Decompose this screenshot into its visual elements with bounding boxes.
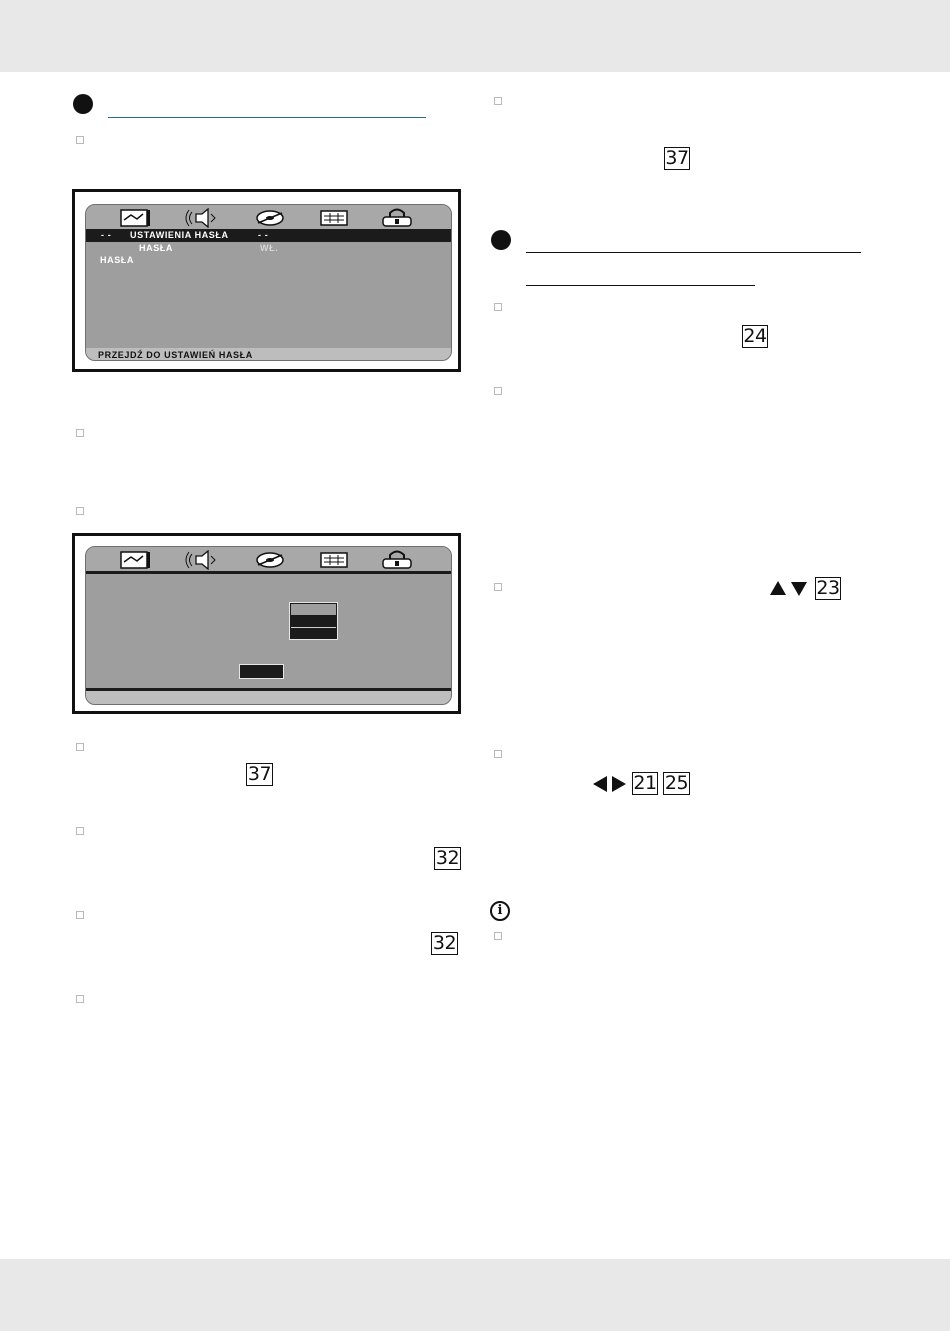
reference-number: 25 [664,772,689,794]
password-field-row[interactable] [291,604,336,615]
list-bullet [76,911,84,919]
list-bullet [76,507,84,515]
list-bullet [494,750,502,758]
osd-menu-icons [86,547,451,571]
list-bullet [76,429,84,437]
arrow-down-icon [791,582,807,596]
reference-number: 32 [432,932,457,954]
list-bullet [494,583,502,591]
list-bullet [494,387,502,395]
osd-panel [85,204,452,361]
tv-icon [119,550,151,570]
disc-icon [254,550,286,570]
section-marker-icon [73,94,93,114]
page-header-band [0,0,950,72]
password-field-divider [291,627,336,628]
speaker-icon [184,208,218,228]
confirm-button[interactable] [239,664,284,679]
osd-panel [85,546,452,705]
reference-number: 37 [665,147,689,169]
page-footer-band [0,1259,950,1331]
osd-status-bar [86,691,451,705]
arrow-up-icon [770,581,786,595]
list-bullet [76,136,84,144]
info-icon: i [490,901,510,921]
grid-icon [318,550,350,570]
reference-number: 21 [633,772,657,794]
osd-screenshot-password-entry [72,533,461,714]
section-heading-underline [526,285,755,286]
osd-row-label: HASŁA [100,255,134,265]
disc-icon [254,208,286,228]
section-heading-underline [526,252,861,253]
list-bullet [76,995,84,1003]
osd-header-suffix: - - [258,230,269,240]
list-bullet [76,827,84,835]
osd-status-text: PRZEJDŹ DO USTAWIEŃ HASŁA [98,350,253,360]
password-entry-box[interactable] [289,602,338,640]
list-bullet [76,743,84,751]
reference-number: 37 [247,763,272,785]
list-bullet [494,97,502,105]
section-heading-underline [108,117,426,118]
osd-screenshot-password-settings [72,189,461,372]
osd-menu-icons [86,205,451,229]
osd-row-value: WŁ. [260,243,279,253]
speaker-icon [184,550,218,570]
lock-icon [380,208,414,228]
reference-number: 23 [816,577,840,599]
reference-number: 24 [743,325,767,347]
reference-number: 32 [435,847,460,869]
grid-icon [318,208,350,228]
arrow-right-icon [612,776,626,792]
list-bullet [494,303,502,311]
osd-header-bar [86,571,451,574]
arrow-left-icon [593,776,607,792]
list-bullet [494,932,502,940]
section-marker-icon [491,230,511,250]
tv-icon [119,208,151,228]
lock-icon [380,550,414,570]
osd-header-prefix: - - [101,230,112,240]
osd-row-label: HASŁA [139,243,173,253]
osd-header-title: USTAWIENIA HASŁA [130,230,229,240]
